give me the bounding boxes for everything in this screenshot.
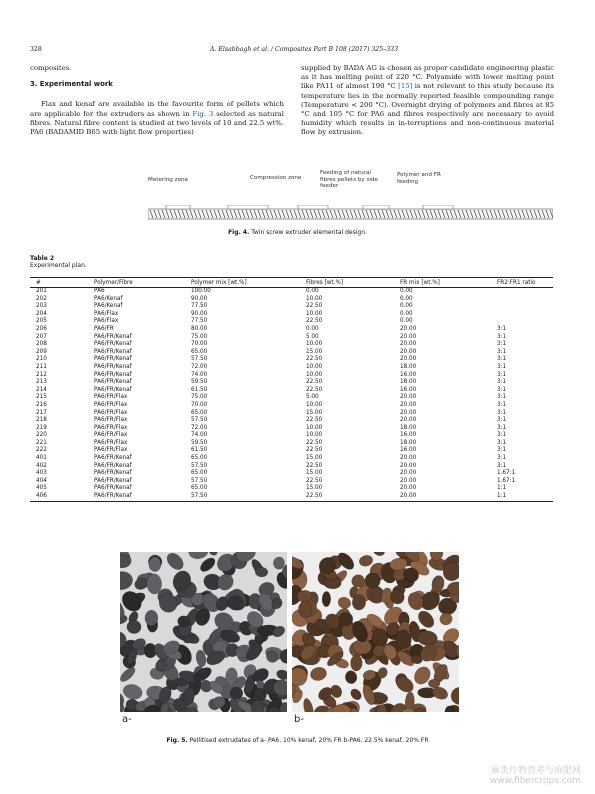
polymer-feeding-label: Polymer and FR feeding bbox=[397, 172, 441, 185]
table-row bbox=[30, 440, 553, 448]
cell-fr-mix: 20.00 bbox=[400, 493, 497, 501]
cell-polymer-mix: 74.00 bbox=[191, 432, 208, 439]
cell-fibres: 10.00 bbox=[306, 341, 323, 348]
table-row bbox=[30, 356, 553, 364]
cell-id: 401 bbox=[36, 455, 47, 462]
cell-fibres: 10.00 bbox=[306, 401, 323, 408]
figure-5-caption bbox=[0, 737, 595, 744]
table-row bbox=[30, 485, 553, 493]
table-row bbox=[30, 288, 553, 296]
table-row bbox=[30, 364, 553, 372]
cell-polymer-mix: 65.00 bbox=[191, 348, 208, 355]
cell-fr-mix: 18.00 bbox=[400, 379, 417, 386]
table-row bbox=[30, 493, 553, 501]
cell-fr-mix: 20.00 bbox=[400, 462, 417, 469]
photo-a-label: a- bbox=[122, 714, 132, 725]
cell-fr-ratio: 3:1 bbox=[497, 371, 507, 378]
cell-polymer-fibre: PA6/FR/Flax bbox=[94, 409, 128, 416]
figure-4-label: Fig. 4. bbox=[228, 229, 250, 236]
pellet bbox=[369, 552, 387, 558]
cell-fibres: 22.50 bbox=[306, 493, 400, 501]
cell-id: 203 bbox=[36, 303, 47, 310]
table-row bbox=[30, 463, 553, 471]
table-row bbox=[30, 379, 553, 387]
pellet bbox=[358, 554, 374, 568]
table-title-block bbox=[30, 255, 87, 269]
cell-fr-mix: 0.00 bbox=[400, 310, 413, 317]
cell-fibres: 22.50 bbox=[306, 477, 323, 484]
cell-fr-ratio: 3:1 bbox=[497, 356, 507, 363]
reference-15-link[interactable]: [15] bbox=[398, 82, 413, 91]
cell-fr-mix: 20.00 bbox=[400, 401, 417, 408]
cell-polymer-fibre: PA6/FR/Kenaf bbox=[94, 485, 132, 492]
col-header-id: # bbox=[30, 278, 94, 288]
table-row bbox=[30, 311, 553, 319]
cell-fr-ratio: 3:1 bbox=[497, 394, 507, 401]
cell-polymer-mix: 65.00 bbox=[191, 485, 208, 492]
table-row bbox=[30, 478, 553, 486]
cell-polymer-mix: 61.50 bbox=[191, 386, 208, 393]
cell-id: 406 bbox=[30, 493, 94, 501]
cell-fibres: 15.00 bbox=[306, 485, 323, 492]
cell-id: 206 bbox=[36, 325, 47, 332]
cell-fr-mix: 16.00 bbox=[400, 447, 417, 454]
table-row bbox=[30, 417, 553, 425]
cell-fibres: 15.00 bbox=[306, 409, 323, 416]
cell-fibres: 5.00 bbox=[306, 333, 319, 340]
cell-polymer-fibre: PA6/FR bbox=[94, 325, 114, 332]
cell-polymer-fibre: PA6/FR/Flax bbox=[94, 447, 128, 454]
left-paragraph bbox=[30, 100, 284, 137]
pellet bbox=[350, 655, 362, 672]
cell-polymer-mix: 65.00 bbox=[191, 455, 208, 462]
cell-fr-mix: 20.00 bbox=[400, 341, 417, 348]
cell-fr-ratio: 3:1 bbox=[497, 409, 507, 416]
cell-polymer-fibre: PA6/FR/Flax bbox=[94, 439, 128, 446]
cell-fr-mix: 20.00 bbox=[400, 325, 417, 332]
cell-polymer-fibre: PA6/FR/Kenaf bbox=[94, 386, 132, 393]
cell-fr-mix: 20.00 bbox=[400, 470, 417, 477]
cell-polymer-mix: 77.50 bbox=[191, 318, 208, 325]
cell-fr-ratio: 3:1 bbox=[497, 432, 507, 439]
cell-fr-ratio: 1:1 bbox=[497, 485, 507, 492]
cell-fr-ratio bbox=[497, 296, 553, 304]
cell-fr-ratio: 3:1 bbox=[497, 333, 507, 340]
cell-polymer-mix: 57.50 bbox=[191, 462, 208, 469]
table-row bbox=[30, 470, 553, 478]
cell-fibres: 22.50 bbox=[306, 386, 323, 393]
cell-fr-ratio: 1:1 bbox=[497, 493, 553, 501]
cell-fibres: 0.00 bbox=[306, 325, 319, 332]
cell-fibres: 10.00 bbox=[306, 310, 323, 317]
table-label: Table 2 bbox=[30, 255, 55, 262]
cell-fr-mix: 20.00 bbox=[400, 477, 417, 484]
cell-fr-ratio: 3:1 bbox=[497, 379, 507, 386]
cell-fibres: 15.00 bbox=[306, 470, 323, 477]
cell-fibres: 15.00 bbox=[306, 348, 323, 355]
pellet bbox=[122, 682, 144, 701]
cell-polymer-fibre: PA6/FR/Kenaf bbox=[94, 333, 132, 340]
pa6-kenaf-225-pellets-photo bbox=[292, 552, 459, 712]
cell-polymer-mix: 65.00 bbox=[191, 470, 208, 477]
cell-polymer-mix: 70.00 bbox=[191, 341, 208, 348]
cell-fr-ratio: 3:1 bbox=[497, 424, 507, 431]
left-para-end: selected as natural fibres. Natural fibre content is studied at two levels of 10 and 22.5 wt%. PA6 (BADAMID B65 with light flow properties) bbox=[30, 109, 284, 137]
cell-id: 216 bbox=[36, 401, 47, 408]
cell-fr-ratio: 3:1 bbox=[497, 401, 507, 408]
cell-fr-mix: 20.00 bbox=[400, 409, 417, 416]
cell-fibres: 22.50 bbox=[306, 356, 323, 363]
pellet bbox=[302, 697, 315, 712]
cell-polymer-fibre: PA6/FR/Kenaf bbox=[94, 363, 132, 370]
cell-fr-ratio: 3:1 bbox=[497, 462, 507, 469]
table-row bbox=[30, 303, 553, 311]
cell-fibres: 22.50 bbox=[306, 439, 323, 446]
twin-screw-drawing bbox=[148, 205, 553, 223]
cell-id: 207 bbox=[36, 333, 47, 340]
table-row bbox=[30, 372, 553, 380]
cell-polymer-fibre: PA6/FR/Flax bbox=[94, 424, 128, 431]
cell-polymer-fibre: PA6/FR/Kenaf bbox=[94, 470, 132, 477]
pellet bbox=[187, 552, 209, 560]
table-row bbox=[30, 326, 553, 334]
cell-id: 221 bbox=[36, 439, 47, 446]
cell-id: 214 bbox=[36, 386, 47, 393]
cell-id: 208 bbox=[36, 341, 47, 348]
cell-fr-mix: 0.00 bbox=[400, 318, 413, 325]
table-row bbox=[30, 447, 553, 455]
cell-fr-ratio bbox=[497, 288, 553, 296]
extruder-diagram bbox=[140, 165, 560, 225]
right-para-start: supplied by BADA AG is chosen as proper candidate engineering plastic as it has melting point of 220 °C. Polyamide with lower melting point like PA11 of almost 190 °C bbox=[301, 64, 554, 91]
cell-polymer-fibre: PA6/FR/Kenaf bbox=[94, 462, 132, 469]
cell-polymer-mix: 90.00 bbox=[191, 310, 208, 317]
cell-fibres: 22.50 bbox=[306, 462, 323, 469]
pellet bbox=[309, 666, 328, 683]
pellet bbox=[273, 557, 285, 570]
page-number: 328 bbox=[30, 46, 42, 53]
cell-fr-mix: 20.00 bbox=[400, 417, 417, 424]
pellet bbox=[322, 591, 331, 606]
col-header-polymer-mix: Polymer mix [wt.%] bbox=[191, 278, 306, 288]
table-row bbox=[30, 387, 553, 395]
table-row bbox=[30, 296, 553, 304]
cell-polymer-fibre: PA6/Flax bbox=[94, 310, 119, 317]
pellet bbox=[450, 687, 459, 706]
cell-fr-ratio bbox=[497, 303, 553, 311]
running-head: A. Elsabbagh et al. / Composites Part B 108 (2017) 325–333 bbox=[210, 46, 399, 53]
cell-polymer-fibre: PA6/FR/Flax bbox=[94, 432, 128, 439]
section-heading: 3. Experimental work bbox=[30, 80, 113, 89]
cell-fibres: 22.50 bbox=[306, 447, 323, 454]
table-title: Experimental plan. bbox=[30, 262, 87, 270]
cell-polymer-fibre: PA6/FR/Kenaf bbox=[94, 356, 132, 363]
cell-polymer-mix: 57.50 bbox=[191, 477, 208, 484]
table-header-row bbox=[30, 278, 553, 288]
cell-id: 402 bbox=[36, 462, 47, 469]
cell-fr-ratio: 1.67:1 bbox=[497, 477, 516, 484]
cell-id: 217 bbox=[36, 409, 47, 416]
pellet bbox=[428, 679, 440, 688]
pellet bbox=[349, 687, 364, 702]
col-header-fr-ratio: FR2:FR1 ratio bbox=[497, 278, 553, 288]
left-column bbox=[30, 64, 284, 137]
cell-polymer-mix: 80.00 bbox=[191, 325, 208, 332]
cell-fr-ratio: 1.67:1 bbox=[497, 470, 516, 477]
cell-fibres: 10.00 bbox=[306, 371, 323, 378]
cell-fr-mix: 18.00 bbox=[400, 424, 417, 431]
cell-fr-mix: 16.00 bbox=[400, 432, 417, 439]
cell-fibres: 22.50 bbox=[306, 417, 323, 424]
cell-id: 215 bbox=[36, 394, 47, 401]
cell-fr-ratio: 3:1 bbox=[497, 348, 507, 355]
cell-polymer-mix: 74.00 bbox=[191, 371, 208, 378]
table-row bbox=[30, 334, 553, 342]
experimental-plan-table bbox=[30, 277, 553, 502]
cell-polymer-fibre: PA6/FR/Flax bbox=[94, 394, 128, 401]
watermark-url: www.fibercrops.com bbox=[490, 776, 581, 786]
cell-id: 204 bbox=[36, 310, 47, 317]
cell-polymer-fibre: PA6/Kenaf bbox=[94, 295, 123, 302]
cell-fr-ratio bbox=[497, 311, 553, 319]
table-row bbox=[30, 432, 553, 440]
cell-polymer-mix: 100.00 bbox=[191, 288, 211, 294]
table-row bbox=[30, 341, 553, 349]
cell-polymer-fibre: PA6/FR/Flax bbox=[94, 401, 128, 408]
pellet bbox=[336, 595, 352, 610]
cell-polymer-mix: 72.00 bbox=[191, 424, 208, 431]
cell-id: 201 bbox=[36, 288, 47, 294]
col-header-fr-mix: FR mix [wt.%] bbox=[400, 278, 497, 288]
cell-id: 202 bbox=[36, 295, 47, 302]
cell-id: 211 bbox=[36, 363, 47, 370]
cell-fr-mix: 20.00 bbox=[400, 455, 417, 462]
cell-polymer-mix: 65.00 bbox=[191, 409, 208, 416]
cell-fr-mix: 20.00 bbox=[400, 348, 417, 355]
figure-5-label: Fig. 5. bbox=[166, 737, 188, 744]
table-row bbox=[30, 402, 553, 410]
left-para-start: Flax and kenaf are available in the favourite form of pellets which are applicable for the extruders as shown in bbox=[30, 100, 284, 118]
pellet bbox=[146, 573, 162, 594]
cell-polymer-fibre: PA6/FR/Flax bbox=[94, 417, 128, 424]
cell-fibres: 10.00 bbox=[306, 424, 323, 431]
pellet bbox=[207, 552, 219, 557]
cell-polymer-mix: 75.00 bbox=[191, 394, 208, 401]
figure-5-text: Pellitised extrudates of a- PA6, 10% kenaf, 20% FR b-PA6, 22.5% kenaf, 20% FR bbox=[187, 737, 429, 744]
cell-polymer-mix: 59.50 bbox=[191, 379, 208, 386]
cell-id: 218 bbox=[36, 417, 47, 424]
cell-fibres: 10.00 bbox=[306, 295, 323, 302]
cell-polymer-mix: 57.50 bbox=[191, 493, 306, 501]
cell-fr-ratio: 3:1 bbox=[497, 447, 507, 454]
figure-3-link[interactable]: Fig. 3 bbox=[192, 109, 214, 118]
cell-fr-mix: 18.00 bbox=[400, 363, 417, 370]
cell-fr-mix: 16.00 bbox=[400, 386, 417, 393]
pellet bbox=[145, 610, 158, 626]
cell-fr-ratio: 3:1 bbox=[497, 417, 507, 424]
cell-id: 404 bbox=[36, 477, 47, 484]
right-para-end: is not relevant to this study because its temperature lies in the normally reported feasible compounding range (Temperature < 200 °C). Overnight drying of polymers and fibres at 85 °C and 105 °C for PA6 and fibres respectively are necessary to avoid humidity which results in in-terruptions and non-continuous material flow by extrusion. bbox=[301, 82, 554, 137]
cell-fr-mix: 0.00 bbox=[400, 288, 413, 294]
pellet bbox=[344, 670, 357, 685]
col-header-fibres: Fibres [wt.%] bbox=[306, 278, 400, 288]
cell-id: 219 bbox=[36, 424, 47, 431]
cell-fr-ratio: 3:1 bbox=[497, 439, 507, 446]
cell-fr-mix: 16.00 bbox=[400, 371, 417, 378]
cell-polymer-fibre: PA6 bbox=[94, 288, 105, 294]
pellet bbox=[275, 668, 287, 681]
pellet bbox=[164, 552, 186, 573]
cell-polymer-fibre: PA6/FR/Kenaf bbox=[94, 341, 132, 348]
cell-polymer-fibre: PA6/FR/Kenaf bbox=[94, 455, 132, 462]
cell-fr-ratio: 3:1 bbox=[497, 325, 507, 332]
cell-fibres: 10.00 bbox=[306, 363, 323, 370]
cell-polymer-mix: 57.50 bbox=[191, 356, 208, 363]
cell-fr-mix: 20.00 bbox=[400, 485, 417, 492]
cell-fr-mix: 20.00 bbox=[400, 356, 417, 363]
cell-polymer-mix: 75.00 bbox=[191, 333, 208, 340]
left-first-line: composites. bbox=[30, 64, 72, 72]
cell-fr-ratio: 3:1 bbox=[497, 363, 507, 370]
table-row bbox=[30, 349, 553, 357]
table-row bbox=[30, 425, 553, 433]
cell-polymer-fibre: PA6/FR/Kenaf bbox=[94, 348, 132, 355]
table-row bbox=[30, 410, 553, 418]
cell-id: 210 bbox=[36, 356, 47, 363]
metering-zone-label: Metering zone bbox=[148, 177, 188, 183]
side-feeder-label: Feeding of natural fibres pellets by side feeder bbox=[320, 170, 378, 190]
cell-fr-mix: 18.00 bbox=[400, 439, 417, 446]
cell-fr-ratio bbox=[497, 318, 553, 326]
cell-polymer-mix: 90.00 bbox=[191, 295, 208, 302]
compression-zone-label: Compression zone bbox=[250, 175, 302, 181]
pa6-kenaf-pellets-photo bbox=[120, 552, 287, 712]
cell-fr-ratio: 3:1 bbox=[497, 386, 507, 393]
cell-fr-mix: 20.00 bbox=[400, 394, 417, 401]
figure-4-text: Twin screw extruder elemental design. bbox=[249, 229, 367, 236]
cell-fr-ratio: 3:1 bbox=[497, 341, 507, 348]
pellet bbox=[149, 557, 161, 572]
cell-polymer-fibre: PA6/FR/Kenaf bbox=[94, 379, 132, 386]
cell-fibres: 22.50 bbox=[306, 379, 323, 386]
cell-polymer-mix: 77.50 bbox=[191, 303, 208, 310]
cell-polymer-fibre: PA6/Flax bbox=[94, 318, 119, 325]
cell-fibres: 0.00 bbox=[306, 288, 319, 294]
cell-id: 205 bbox=[36, 318, 47, 325]
cell-fr-ratio: 3:1 bbox=[497, 455, 507, 462]
pellet bbox=[120, 570, 134, 591]
cell-polymer-mix: 70.00 bbox=[191, 401, 208, 408]
cell-id: 213 bbox=[36, 379, 47, 386]
cell-fr-mix: 20.00 bbox=[400, 333, 417, 340]
cell-polymer-mix: 59.50 bbox=[191, 439, 208, 446]
table-row bbox=[30, 455, 553, 463]
cell-fibres: 22.50 bbox=[306, 318, 323, 325]
cell-fibres: 5.00 bbox=[306, 394, 319, 401]
cell-id: 222 bbox=[36, 447, 47, 454]
right-paragraph bbox=[301, 64, 554, 138]
cell-id: 209 bbox=[36, 348, 47, 355]
cell-polymer-mix: 61.50 bbox=[191, 447, 208, 454]
cell-polymer-fibre: PA6/FR/Kenaf bbox=[94, 477, 132, 484]
cell-id: 403 bbox=[36, 470, 47, 477]
table-row bbox=[30, 318, 553, 326]
cell-id: 220 bbox=[36, 432, 47, 439]
watermark-chinese: 麻类作物营养与施肥网 bbox=[490, 766, 581, 776]
cell-polymer-fibre: PA6/Kenaf bbox=[94, 303, 123, 310]
table-row bbox=[30, 394, 553, 402]
cell-fr-mix: 0.00 bbox=[400, 303, 413, 310]
col-header-polymer-fibre: Polymer/Fibre bbox=[94, 278, 191, 288]
cell-polymer-mix: 72.00 bbox=[191, 363, 208, 370]
cell-polymer-mix: 57.50 bbox=[191, 417, 208, 424]
cell-polymer-fibre: PA6/FR/Kenaf bbox=[94, 493, 191, 501]
cell-fibres: 15.00 bbox=[306, 455, 323, 462]
figure-4-caption bbox=[0, 229, 595, 236]
cell-id: 212 bbox=[36, 371, 47, 378]
cell-polymer-fibre: PA6/FR/Kenaf bbox=[94, 371, 132, 378]
photo-b-label: b- bbox=[294, 714, 304, 725]
cell-id: 405 bbox=[36, 485, 47, 492]
cell-fr-mix: 0.00 bbox=[400, 295, 413, 302]
cell-fibres: 22.50 bbox=[306, 303, 323, 310]
right-column bbox=[301, 64, 554, 138]
pellet-photos bbox=[120, 552, 468, 727]
cell-fibres: 10.00 bbox=[306, 432, 323, 439]
pellet bbox=[126, 620, 141, 634]
